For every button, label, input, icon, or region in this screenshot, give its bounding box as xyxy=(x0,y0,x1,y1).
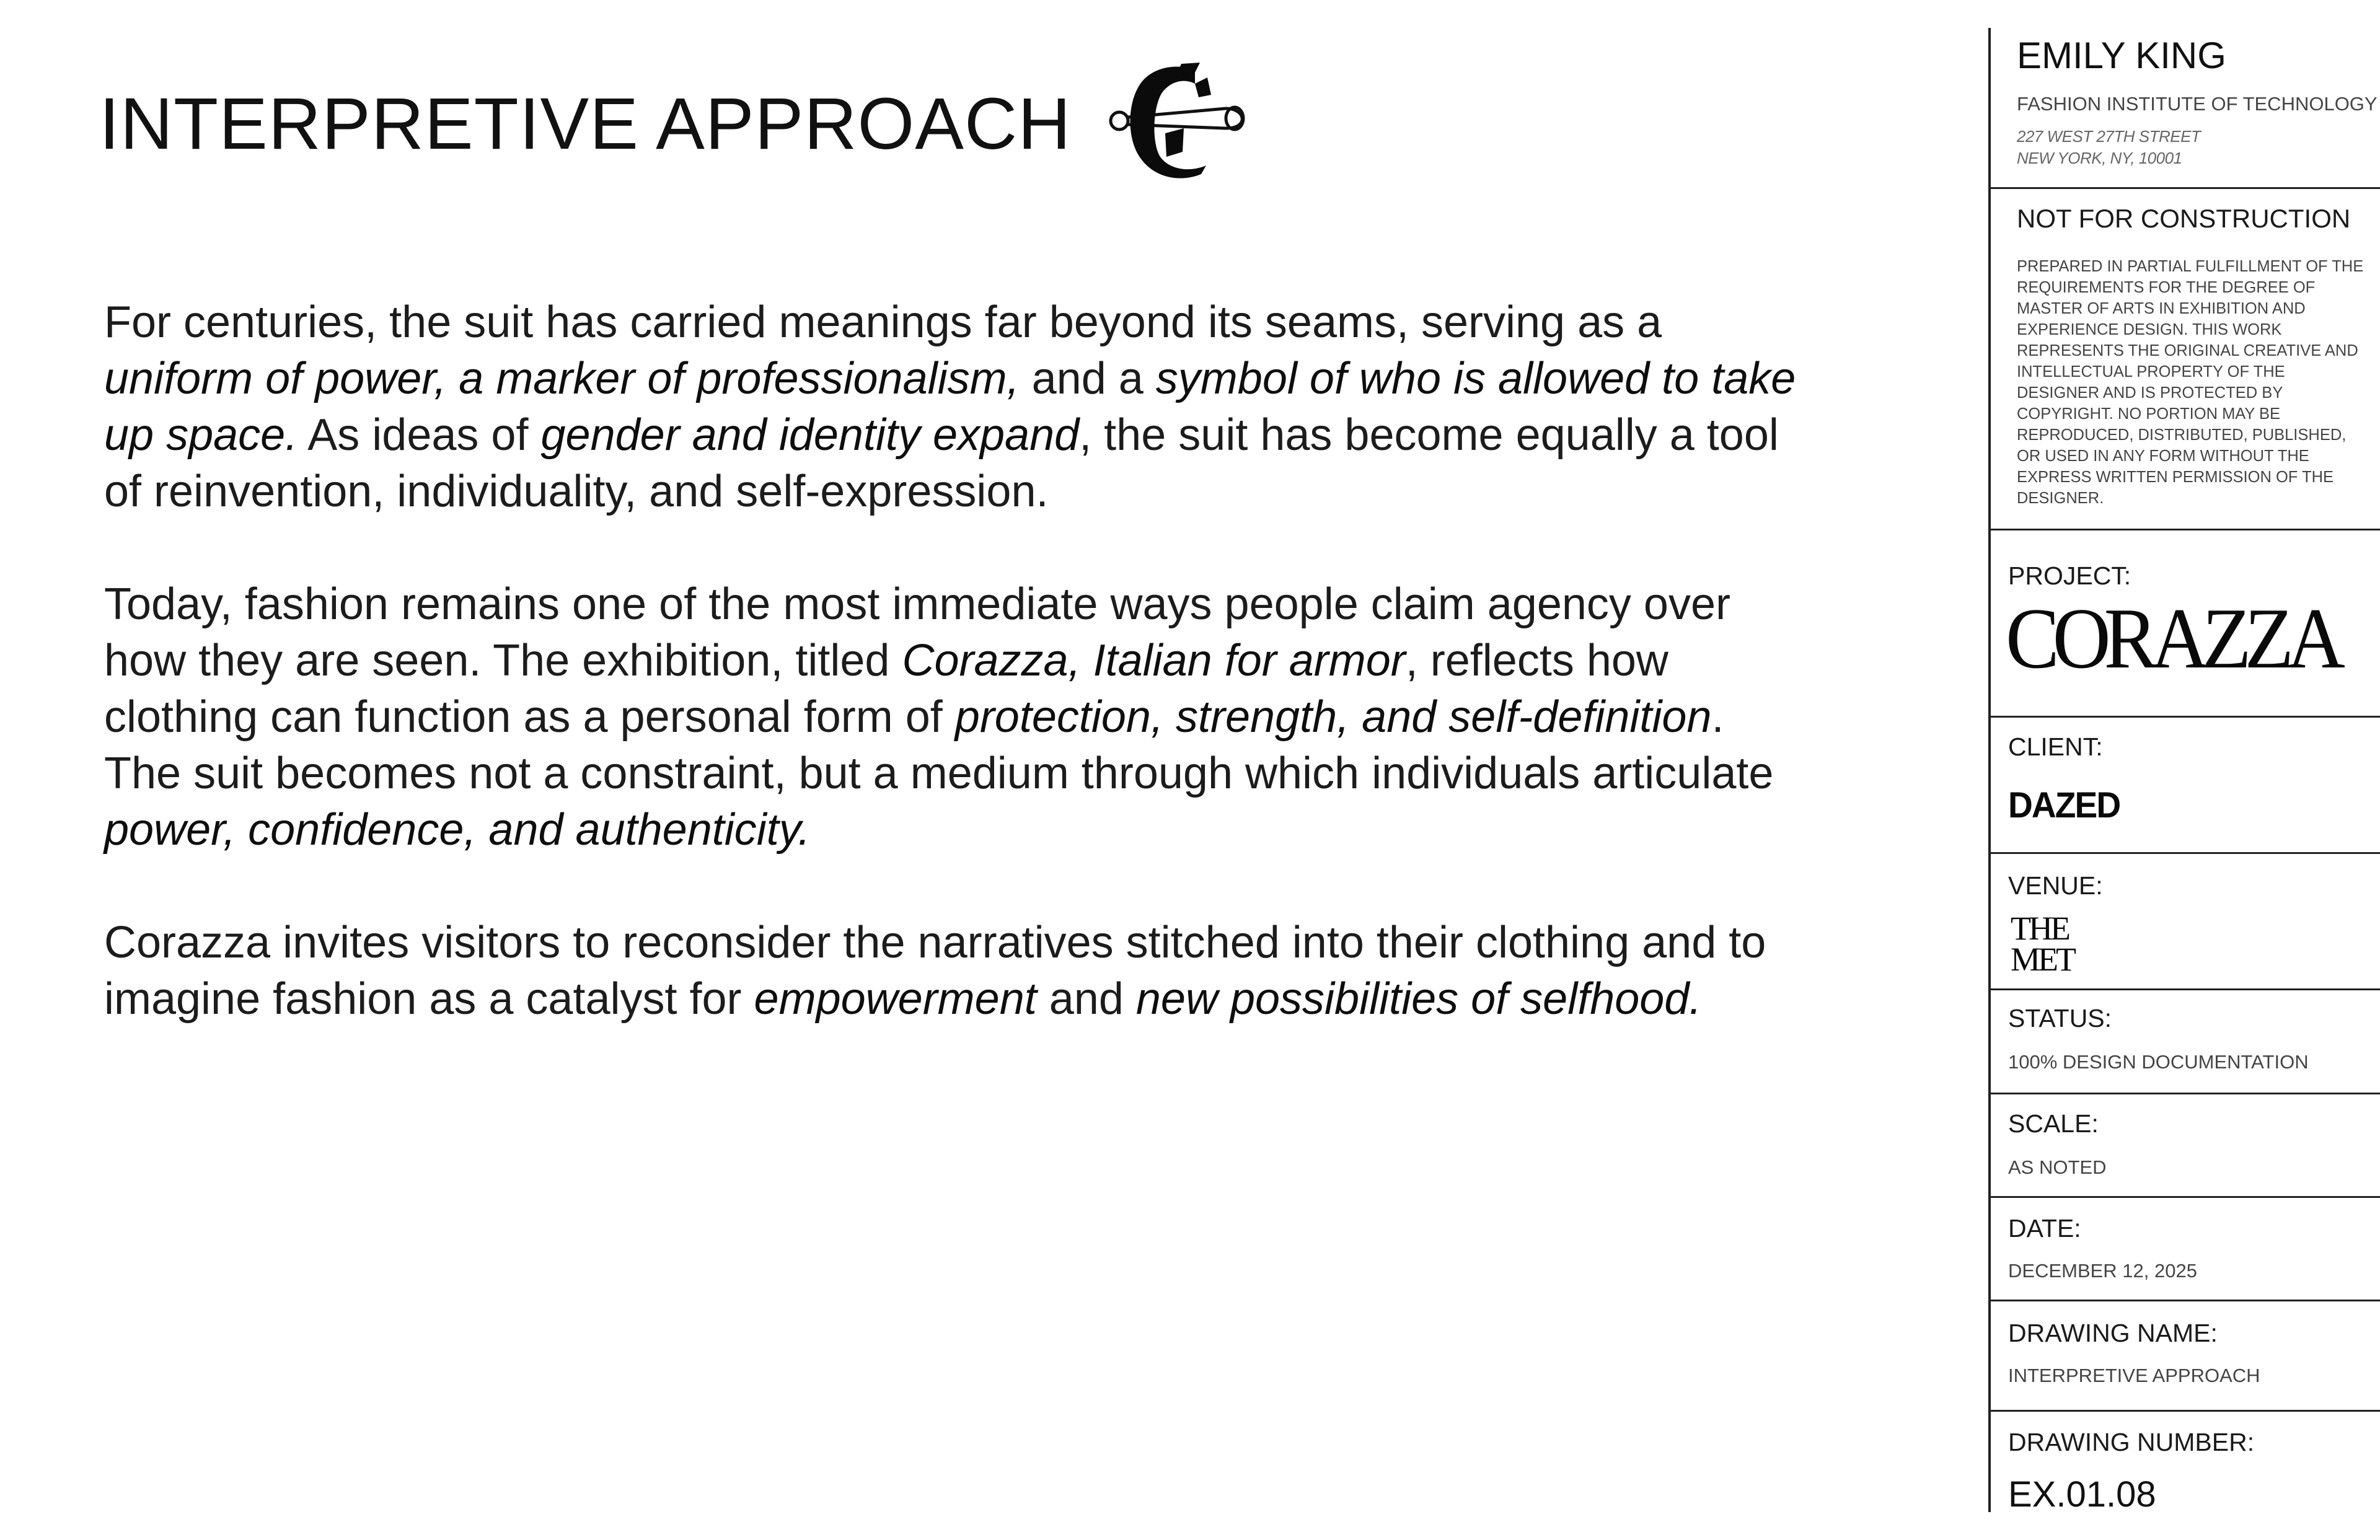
page-title: INTERPRETIVE APPROACH xyxy=(99,83,1072,165)
client-section xyxy=(1991,718,2380,854)
status-label: STATUS: xyxy=(2008,1004,2112,1032)
designer-name: EMILY KING xyxy=(2017,35,2226,76)
paragraph-1: For centuries, the suit has carried meanings far beyond its seams, serving as a uniform of power, a marker of professionalism, and a symbol of who is allowed to take up space. As ideas of gender and identity expand, the suit has become equally a tool of reinvention, individuality, and self-expression. xyxy=(104,297,1796,516)
drawing-name-value: INTERPRETIVE APPROACH xyxy=(2008,1365,2260,1386)
drawing-number-value: EX.01.08 xyxy=(2008,1474,2156,1515)
venue-logo-line-1: THE xyxy=(2011,910,2068,947)
date-section xyxy=(1991,1198,2380,1301)
project-label: PROJECT: xyxy=(2008,561,2131,590)
not-for-construction-section xyxy=(1991,189,2380,530)
client-label: CLIENT: xyxy=(2008,733,2103,761)
scale-value: AS NOTED xyxy=(2008,1156,2107,1178)
nfc-text: PREPARED IN PARTIAL FULFILLMENT OF THE REQUIREMENTS FOR THE DEGREE OF MASTER OF ARTS IN EXHIBITION AND EXPERIENCE DESIGN. THIS WORK REPRESENTS THE ORIGINAL CREATIVE AND INTELLECTUAL PROPERTY OF THE DESIGNER AND IS PROTECTED BY COPYRIGHT. NO PORTION MAY BE REPRODUCED, DISTRIBUTED, PUBLISHED, OR USED IN ANY FORM WITHOUT THE EXPRESS WRITTEN PERMISSION OF THE DESIGNER. xyxy=(2017,258,2364,507)
client-logo: DAZED xyxy=(2008,785,2120,825)
project-logo: CORAZZA xyxy=(2006,591,2338,687)
scale-label: SCALE: xyxy=(2008,1109,2099,1138)
project-section xyxy=(1991,530,2380,718)
date-label: DATE: xyxy=(2008,1214,2081,1243)
paragraph-3: Corazza invites visitors to reconsider the narratives stitched into their clothing and to imagine fashion as a catalyst for empowerment and new possibilities of selfhood. xyxy=(104,918,1766,1024)
scale-section xyxy=(1991,1094,2380,1198)
drawing-name-label: DRAWING NAME: xyxy=(2008,1319,2218,1347)
address-line-2: NEW YORK, NY, 10001 xyxy=(2017,149,2182,167)
paragraph-2: Today, fashion remains one of the most immediate ways people claim agency over how they are seen. The exhibition, titled Corazza, Italian for armor, reflects how clothing can function as a personal form of protection, strength, and self-definition. The suit becomes not a constraint, but a medium through which individuals articulate power, confidence, and authenticity. xyxy=(104,579,1774,855)
school-name: FASHION INSTITUTE OF TECHNOLOGY xyxy=(2017,93,2378,115)
venue-section xyxy=(1991,854,2380,990)
venue-label: VENUE: xyxy=(2008,871,2103,900)
address-line-1: 227 WEST 27TH STREET xyxy=(2017,127,2201,146)
status-section xyxy=(1991,990,2380,1094)
drawing-name-section xyxy=(1991,1301,2380,1412)
title-block xyxy=(1988,28,2380,1515)
venue-logo xyxy=(2011,910,2085,978)
status-value: 100% DESIGN DOCUMENTATION xyxy=(2008,1051,2309,1073)
date-value: DECEMBER 12, 2025 xyxy=(2008,1260,2197,1282)
designer-section xyxy=(1991,28,2380,189)
drawing-number-label: DRAWING NUMBER: xyxy=(2008,1428,2255,1456)
body-text xyxy=(104,294,1802,1084)
gothic-c-safety-pin-icon xyxy=(1102,59,1257,189)
venue-logo-line-2: MET xyxy=(2011,941,2074,978)
page-header xyxy=(99,56,1257,192)
nfc-heading: NOT FOR CONSTRUCTION xyxy=(2017,204,2351,233)
drawing-number-section xyxy=(1991,1412,2380,1515)
